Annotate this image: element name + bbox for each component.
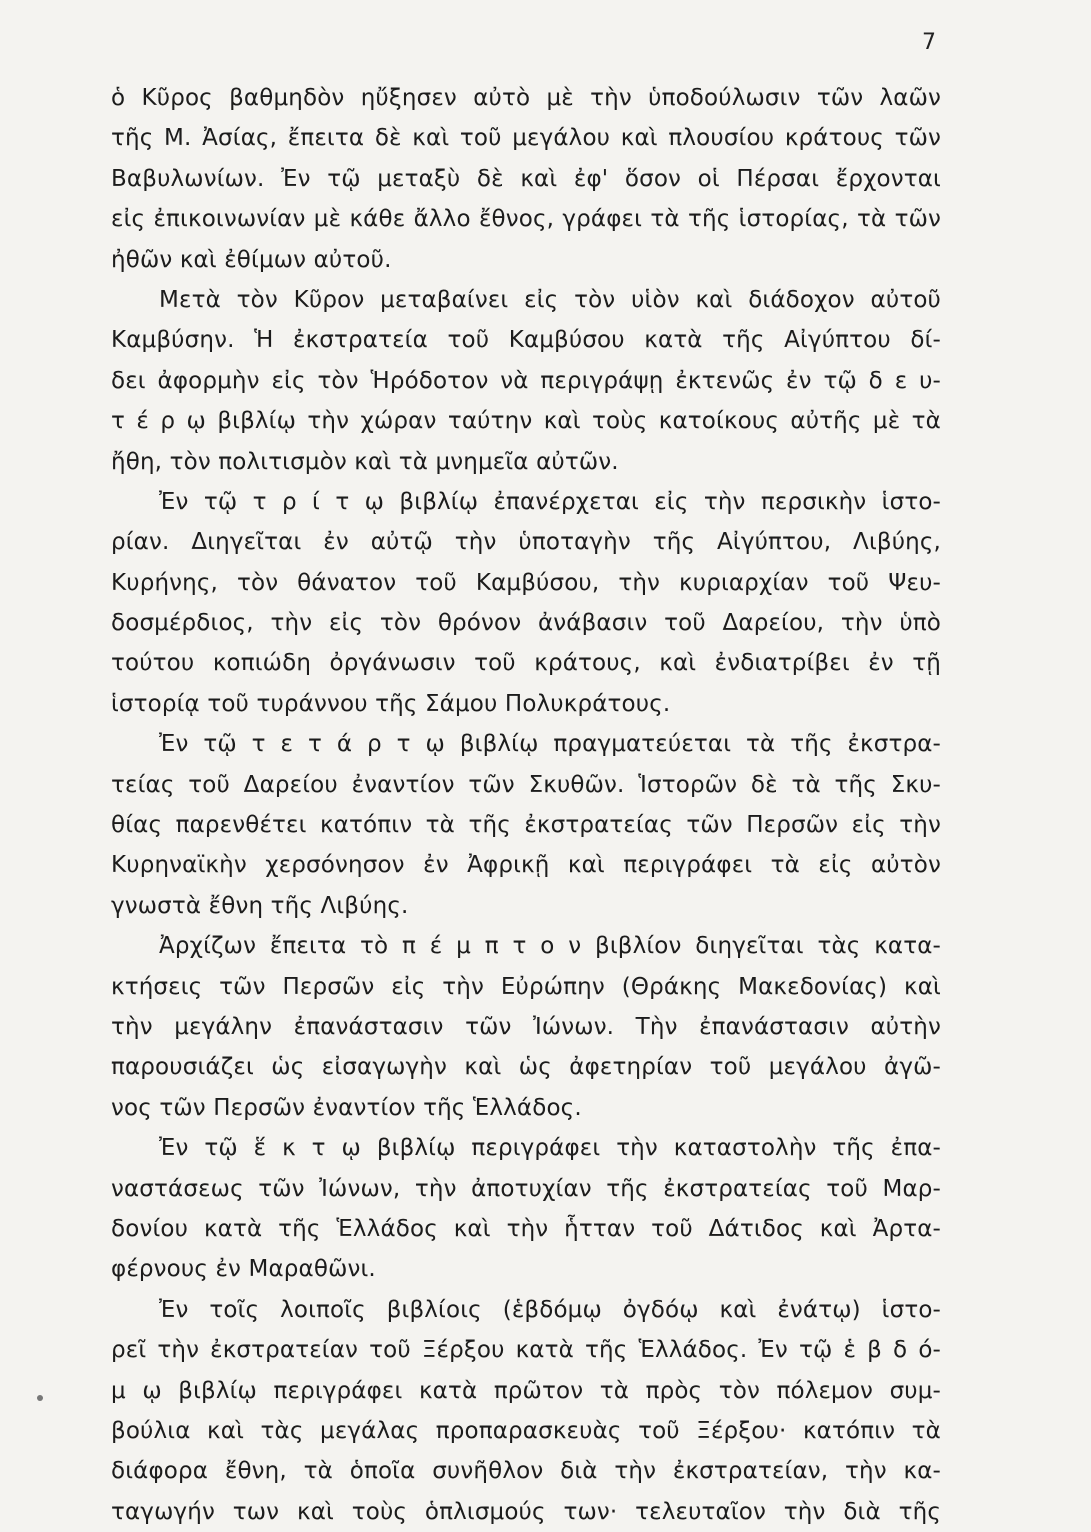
- text-line: Κυρήνης, τὸν θάνατον τοῦ Καμβύσου, τὴν κυριαρχίαν τοῦ Ψευ-: [111, 569, 941, 596]
- text-line: ρίαν. Διηγεῖται ἐν αὐτῷ τὴν ὑποταγὴν τῆς Αἰγύπτου, Λιβύης,: [111, 529, 941, 556]
- text-line: παρουσιάζει ὡς εἰσαγωγὴν καὶ ὡς ἀφετηρίαν τοῦ μεγάλου ἀγῶ-: [111, 1054, 941, 1081]
- text-line: τούτου κοπιώδη ὀργάνωσιν τοῦ κράτους, καὶ ἐνδιατρίβει ἐν τῇ: [111, 650, 941, 677]
- text-line: Ἐν τῷ τ ε τ ά ρ τ ῳ βιβλίῳ πραγματεύεται τὰ τῆς ἐκστρα-: [159, 731, 941, 758]
- text-line: Ἀρχίζων ἔπειτα τὸ π έ μ π τ ο ν βιβλίον διηγεῖται τὰς κατα-: [159, 933, 941, 960]
- text-line: τείας τοῦ Δαρείου ἐναντίον τῶν Σκυθῶν. Ἱστορῶν δὲ τὰ τῆς Σκυ-: [111, 771, 941, 798]
- text-line: Μετὰ τὸν Κῦρον μεταβαίνει εἰς τὸν υἱὸν καὶ διάδοχον αὐτοῦ: [159, 286, 941, 313]
- text-line: ὁ Κῦρος βαθμηδὸν ηὔξησεν αὐτὸ μὲ τὴν ὑποδούλωσιν τῶν λαῶν: [111, 85, 941, 111]
- text-line: Ἐν τῷ ἕ κ τ ῳ βιβλίῳ περιγράφει τὴν καταστολὴν τῆς ἐπα-: [159, 1135, 941, 1162]
- text-line: τῆς Μ. Ἀσίας, ἔπειτα δὲ καὶ τοῦ μεγάλου καὶ πλουσίου κράτους τῶν: [111, 125, 941, 152]
- text-line: Ἐν τῷ τ ρ ί τ ῳ βιβλίῳ ἐπανέρχεται εἰς τὴν περσικὴν ἱστο-: [159, 488, 941, 515]
- text-line: τὴν μεγάλην ἐπανάστασιν τῶν Ἰώνων. Τὴν ἐπανάστασιν αὐτὴν: [111, 1013, 941, 1040]
- text-line: τ έ ρ ῳ βιβλίῳ τὴν χώραν ταύτην καὶ τοὺς κατοίκους αὐτῆς μὲ τὰ: [111, 408, 941, 435]
- text-line: δονίου κατὰ τῆς Ἑλλάδος καὶ τὴν ἧτταν τοῦ Δάτιδος καὶ Ἀρτα-: [111, 1215, 941, 1242]
- text-line: Ἐν τοῖς λοιποῖς βιβλίοις (ἑβδόμῳ ὀγδόῳ καὶ ἐνάτῳ) ἱστο-: [159, 1296, 941, 1323]
- text-line: Καμβύσην. Ἡ ἐκστρατεία τοῦ Καμβύσου κατὰ τῆς Αἰγύπτου δί-: [111, 327, 941, 354]
- text-line: κτήσεις τῶν Περσῶν εἰς τὴν Εὐρώπην (Θράκης Μακεδονίας) καὶ: [111, 973, 941, 1000]
- text-line: εἰς ἐπικοινωνίαν μὲ κάθε ἄλλο ἔθνος, γράφει τὰ τῆς ἱστορίας, τὰ τῶν: [111, 206, 941, 233]
- text-line: ρεῖ τὴν ἐκστρατείαν τοῦ Ξέρξου κατὰ τῆς Ἑλλάδος. Ἐν τῷ ἑ β δ ό-: [111, 1337, 941, 1364]
- text-line: δει ἀφορμὴν εἰς τὸν Ἡρόδοτον νὰ περιγράψῃ ἐκτενῶς ἐν τῷ δ ε υ-: [111, 367, 941, 394]
- text-line: φέρνους ἐν Μαραθῶνι.: [111, 1256, 376, 1283]
- text-line: νος τῶν Περσῶν ἐναντίον τῆς Ἑλλάδος.: [111, 1094, 582, 1121]
- text-line: ναστάσεως τῶν Ἰώνων, τὴν ἀποτυχίαν τῆς ἐκστρατείας τοῦ Μαρ-: [111, 1175, 941, 1202]
- text-line: δοσμέρδιος, τὴν εἰς τὸν θρόνον ἀνάβασιν τοῦ Δαρείου, τὴν ὑπὸ: [111, 610, 941, 637]
- text-line: ταγωγήν των καὶ τοὺς ὁπλισμούς των· τελευταῖον τὴν διὰ τῆς: [111, 1498, 941, 1525]
- text-line: ἠθῶν καὶ ἐθίμων αὐτοῦ.: [111, 246, 392, 273]
- text-line: διάφορα ἔθνη, τὰ ὁποῖα συνῆθλον διὰ τὴν ἐκστρατείαν, τὴν κα-: [111, 1458, 941, 1485]
- text-line: μ ῳ βιβλίῳ περιγράφει κατὰ πρῶτον τὰ πρὸς τὸν πόλεμον συμ-: [111, 1377, 941, 1404]
- text-line: ἱστορίᾳ τοῦ τυράννου τῆς Σάμου Πολυκράτους.: [111, 690, 671, 717]
- text-line: Βαβυλωνίων. Ἐν τῷ μεταξὺ δὲ καὶ ἐφ' ὅσον οἱ Πέρσαι ἔρχονται: [111, 165, 941, 192]
- text-line: βούλια καὶ τὰς μεγάλας προπαρασκευὰς τοῦ Ξέρξου· κατόπιν τὰ: [111, 1417, 941, 1444]
- scan-speck: [37, 1395, 43, 1401]
- text-line: ἤθη, τὸν πολιτισμὸν καὶ τὰ μνημεῖα αὐτῶν.: [111, 448, 619, 475]
- text-line: γνωστὰ ἔθνη τῆς Λιβύης.: [111, 892, 409, 919]
- body-text: [111, 78, 941, 1532]
- text-line: Κυρηναϊκὴν χερσόνησον ἐν Ἀφρικῇ καὶ περιγράφει τὰ εἰς αὐτὸν: [111, 852, 941, 879]
- page-number: 7: [922, 30, 936, 55]
- text-line: θίας παρενθέτει κατόπιν τὰ τῆς ἐκστρατείας τῶν Περσῶν εἰς τὴν: [111, 812, 941, 839]
